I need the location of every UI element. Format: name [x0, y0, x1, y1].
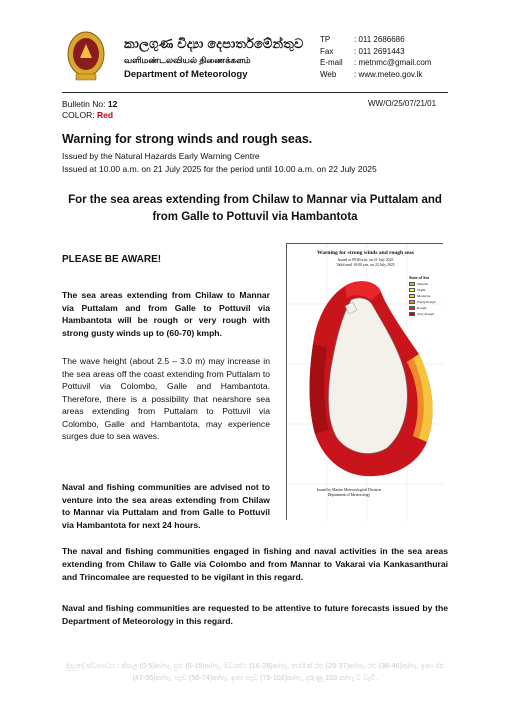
org-name-tamil: வளிமண்டலவியல் திணைக்களம்	[124, 55, 251, 65]
map-legend	[409, 275, 441, 317]
contact-block	[320, 34, 431, 80]
contact-fax: Fax : 011 2691443	[320, 46, 405, 56]
legend-item: Rough	[409, 305, 441, 311]
legend-item: Fairly Rough	[409, 299, 441, 305]
sea-area-subheading: For the sea areas extending from Chilaw to Mannar via Puttalam and from Galle to Pottuvil via Hambantota	[68, 194, 442, 223]
contact-email: E-mail : metnmc@gmail.com	[320, 58, 432, 67]
map-footer: Issued by Marine Meteorological Division Department of Meteorology	[316, 488, 382, 497]
paragraph-advisory: Naval and fishing communities are advised not to venture into the sea areas extending from Chilaw to Mannar via Puttalam and from Galle to Pottuvil via Hambantota for next 24 hours.	[62, 482, 270, 530]
paragraph-vigilance: The naval and fishing communities engaged in fishing and naval activities in the sea areas extending from Chilaw to Galle via Colombo and from Mannar to Vakarai via Kankasanthurai and Trincomalee are requested to be vigilant in this regard.	[62, 546, 448, 582]
legend-item: Very Rough	[409, 311, 441, 317]
legend-title: State of Sea	[409, 275, 429, 280]
legend-item: Smooth	[409, 281, 441, 287]
org-name-english: Department of Meteorology	[124, 69, 248, 80]
please-be-aware-heading: PLEASE BE AWARE!	[62, 254, 162, 265]
bulletin-color: Red	[96, 110, 114, 120]
sea-state-footer-note: මුහුදේ ස්වභාවය : නිසල (0-5)ක/පැ, සුළු (5-15)ක/පැ, මධ්‍යස්ථ (16-28)ක/පැ, තරමක් රළු (29-37)ක/පැ, රළු (38-46)ක/පැ, ඉතා රළු (47-55)ක/පැ, සැඩ (56-74)ක/පැ, ඉතා සැඩ (75-102)ක/පැ, දරුණු 103 ක/පැ ට වැඩි.	[65, 661, 445, 682]
bulletin-code: WW/O/25/07/21/01	[368, 99, 437, 108]
map-issued: Issued at 09:00 a.m. on 21 July 2025 Valid until 10:00 a.m. on 22 July 2025	[336, 258, 395, 267]
issued-by: Issued by the Natural Hazards Early Warning Centre	[62, 151, 260, 161]
bulletin-info: Bulletin No: 12 COLOR: Red	[62, 99, 118, 120]
map-title: Warning for strong winds and rough seas	[317, 250, 414, 256]
legend-item: Slight	[409, 287, 441, 293]
sea-state-map	[286, 243, 443, 520]
paragraph-rough-seas: The sea areas extending from Chilaw to Mannar via Puttalam and from Galle to Pottuvil via Hambantota will be rough or very rough with strong gusty winds up to (60-70) kmph.	[62, 290, 270, 338]
contact-web: Web : www.meteo.gov.lk	[320, 69, 423, 79]
header-divider	[62, 92, 448, 93]
paragraph-attentive: Naval and fishing communities are requested to be attentive to future forecasts issued by the Department of Meteorology in this regard.	[62, 603, 448, 626]
bulletin-number: 12	[107, 99, 118, 109]
department-emblem-icon	[66, 30, 106, 82]
issued-info	[62, 150, 377, 175]
legend-item: Moderate	[409, 293, 441, 299]
contact-phone: TP : 011 2686686	[320, 35, 405, 44]
org-name-sinhala: කාලගුණ විද්‍යා දෙපාර්තමේන්තුව	[124, 36, 304, 51]
paragraph-wave-height: The wave height (about 2.5 – 3.0 m) may increase in the sea areas off the coast extending from Puttalam to Pottuvil via Colombo, Galle and Hambantota. Therefore, there is a possibility that nearshore sea areas extending from Puttalam to Pottuvil via Colombo, Galle and Hambantota, may experience surges due to sea waves.	[62, 356, 270, 441]
issued-at: Issued at 10.00 a.m. on 21 July 2025 for the period until 10.00 a.m. on 22 July 2025	[62, 163, 377, 174]
warning-title: Warning for strong winds and rough seas.	[62, 132, 313, 146]
